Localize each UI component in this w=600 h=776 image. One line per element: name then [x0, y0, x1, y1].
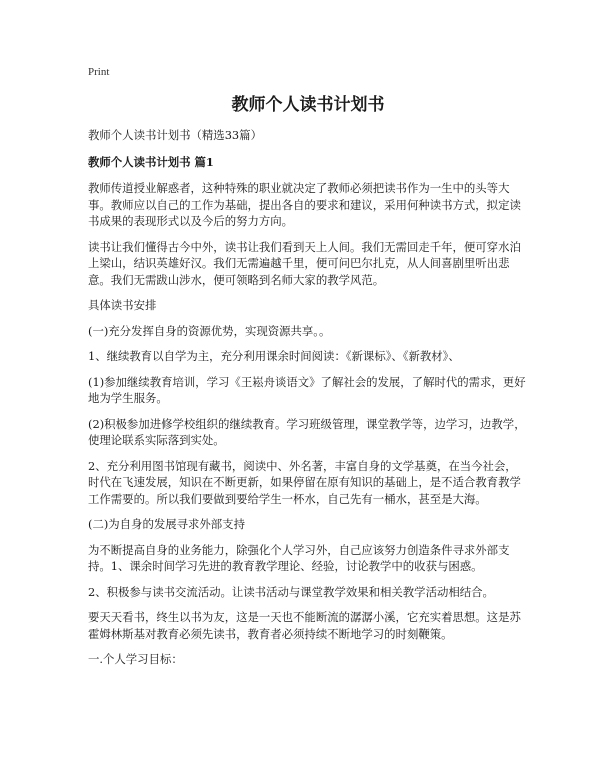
paragraph-continuing-education: (2)积极参加进修学校组织的继续教育。学习班级管理，课堂教学等，边学习，边教学，使理论联系实际落到实处。 — [88, 416, 526, 447]
document-subtitle: 教师个人读书计划书（精选33篇） — [88, 128, 262, 142]
paragraph-arrangement-heading: 具体读书安排 — [88, 298, 157, 312]
paragraph-resource-advantage: (一)充分发挥自身的资源优势，实现资源共享。。 — [88, 323, 331, 338]
print-link[interactable]: Print — [88, 66, 110, 78]
paragraph-library: 2、充分利用图书馆现有藏书，阅读中、外名著，丰富自身的文学基奠，在当今社会，时代在飞速发展，知识在不断更新，如果停留在原有知识的基础上，是不适合教育教学工作需要的。所以我们要做到要给学生一杯水，自己先有一桶水，甚至是大海。 — [88, 458, 521, 506]
paragraph-reading-exchange: 2、积极参与读书交流活动。让读书活动与课堂教学效果和相关教学活动相结合。 — [88, 584, 494, 599]
document-page — [88, 66, 528, 677]
paragraph-personal-goals: 一.个人学习目标： — [88, 652, 183, 666]
paragraph-self-study: 1、继续教育以自学为主，充分利用课余时间阅读：《新课标》、《新教材》、 — [88, 349, 460, 363]
page-title: 教师个人读书计划书 — [231, 95, 385, 115]
paragraph-external-support: 为不断提高自身的业务能力，除强化个人学习外，自己应该努力创造条件寻求外部支持。1、课余时间学习先进的教育教学理论、经验，讨论教学中的收获与困惑。 — [88, 542, 510, 573]
paragraph-reading-value: 读书让我们懂得古今中外，读书让我们看到天上人间。我们无需回走千年，便可穿水泊上梁山，结识英雄好汉。我们无需遍越千里，便可问巴尔扎克，从人间喜剧里听出悲意。我们无需跋山涉水，便可领略到名师大家的教学风范。 — [88, 239, 521, 287]
section-heading: 教师个人读书计划书 篇1 — [88, 155, 214, 169]
paragraph-training: (1)参加继续教育培训，学习《王崧舟谈语文》了解社会的发展，了解时代的需求，更好地为学生服务。 — [88, 374, 526, 405]
paragraph-external-support-heading: (二)为自身的发展寻求外部支持 — [88, 517, 245, 531]
paragraph-intro: 教师传道授业解惑者，这种特殊的职业就决定了教师必须把读书作为一生中的头等大事。教师应以自己的工作为基础，提出各自的要求和建议，采用何种读书方式，拟定读书成果的表现形式以及今后的努力方向。 — [88, 181, 521, 228]
paragraph-daily-reading: 要天天看书，终生以书为友，这是一天也不能断流的潺潺小溪，它充实着思想。这是苏霍姆林斯基对教育必须先读书，教育者必须持续不断地学习的时刻鞭策。 — [88, 610, 521, 641]
